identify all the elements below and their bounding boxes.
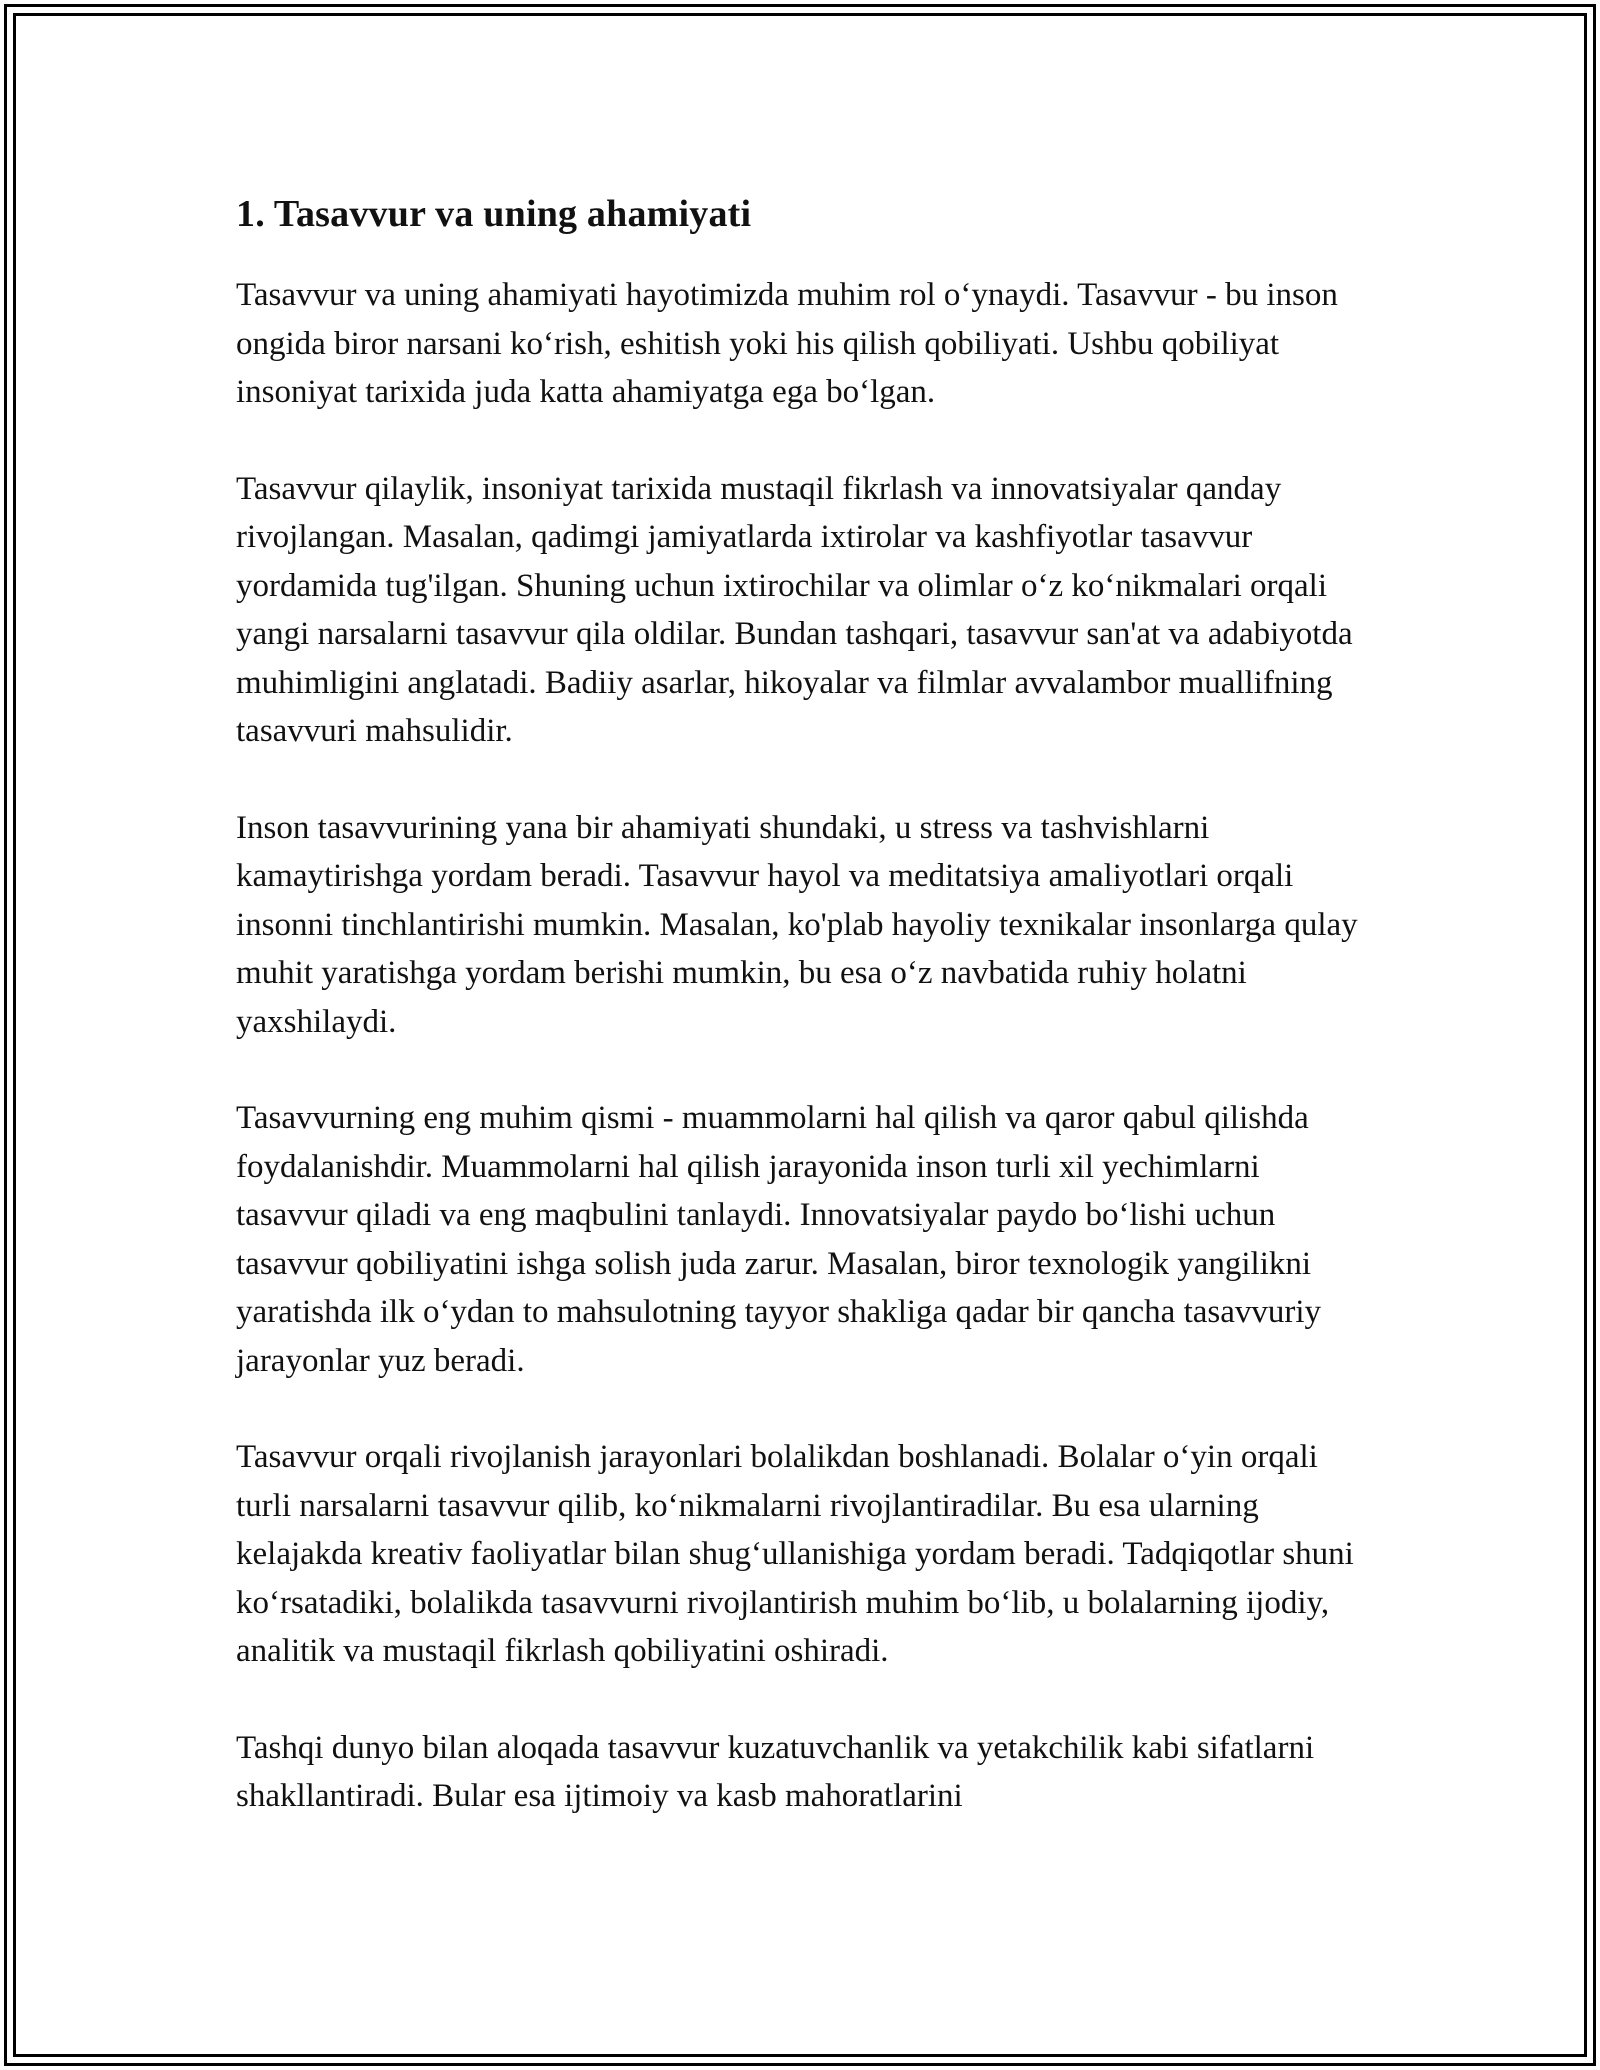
document-body [236,187,1366,1869]
paragraph-5: Tasavvur orqali rivojlanish jarayonlari bolalikdan boshlanadi. Bolalar o‘yin orqali turli narsalarni tasavvur qilib, ko‘nikmalarni rivojlantiradilar. Bu esa ularning kelajakda kreativ faoliyatlar bilan shug‘ullanishiga yordam beradi. Tadqiqotlar shuni ko‘rsatadiki, bolalikda tasavvurni rivojlantirish muhim bo‘lib, u bolalarning ijodiy, analitik va mustaqil fikrlash qobiliyatini oshiradi. [236,1439,1354,1669]
section-heading: 1. Tasavvur va uning ahamiyati [236,193,752,235]
paragraph-1: Tasavvur va uning ahamiyati hayotimizda muhim rol o‘ynaydi. Tasavvur - bu inson ongida biror narsani ko‘rish, eshitish yoki his qilish qobiliyati. Ushbu qobiliyat insoniyat tarixida juda katta ahamiyatga ega bo‘lgan. [236,277,1338,410]
paragraph-3: Inson tasavvurining yana bir ahamiyati shundaki, u stress va tashvishlarni kamaytirishga yordam beradi. Tasavvur hayol va meditatsiya amaliyotlari orqali insonni tinchlantirishi mumkin. Masalan, ko'plab hayoliy texnikalar insonlarga qulay muhit yaratishga yordam berishi mumkin, bu esa o‘z navbatida ruhiy holatni yaxshilaydi. [236,809,1358,1040]
paragraph-4: Tasavvurning eng muhim qismi - muammolarni hal qilish va qaror qabul qilishda foydalanishdir. Muammolarni hal qilish jarayonida inson turli xil yechimlarni tasavvur qiladi va eng maqbulini tanlaydi. Innovatsiyalar paydo bo‘lishi uchun tasavvur qobiliyatini ishga solish juda zarur. Masalan, biror texnologik yangilikni yaratishda ilk o‘ydan to mahsulotning tayyor shakliga qadar bir qancha tasavvuriy jarayonlar yuz beradi. [236,1100,1322,1379]
paragraph-2: Tasavvur qilaylik, insoniyat tarixida mustaqil fikrlash va innovatsiyalar qanday rivojlangan. Masalan, qadimgi jamiyatlarda ixtirolar va kashfiyotlar tasavvur yordamida tug'ilgan. Shuning uchun ixtirochilar va olimlar o‘z ko‘nikmalari orqali yangi narsalarni tasavvur qila oldilar. Bundan tashqari, tasavvur san'at va adabiyotda muhimligini anglatadi. Badiiy asarlar, hikoyalar va filmlar avvalambor muallifning tasavvuri mahsulidir. [236,470,1353,749]
paragraph-6: Tashqi dunyo bilan aloqada tasavvur kuzatuvchanlik va yetakchilik kabi sifatlarni shakllantiradi. Bular esa ijtimoiy va kasb mahoratlarini [236,1729,1315,1814]
